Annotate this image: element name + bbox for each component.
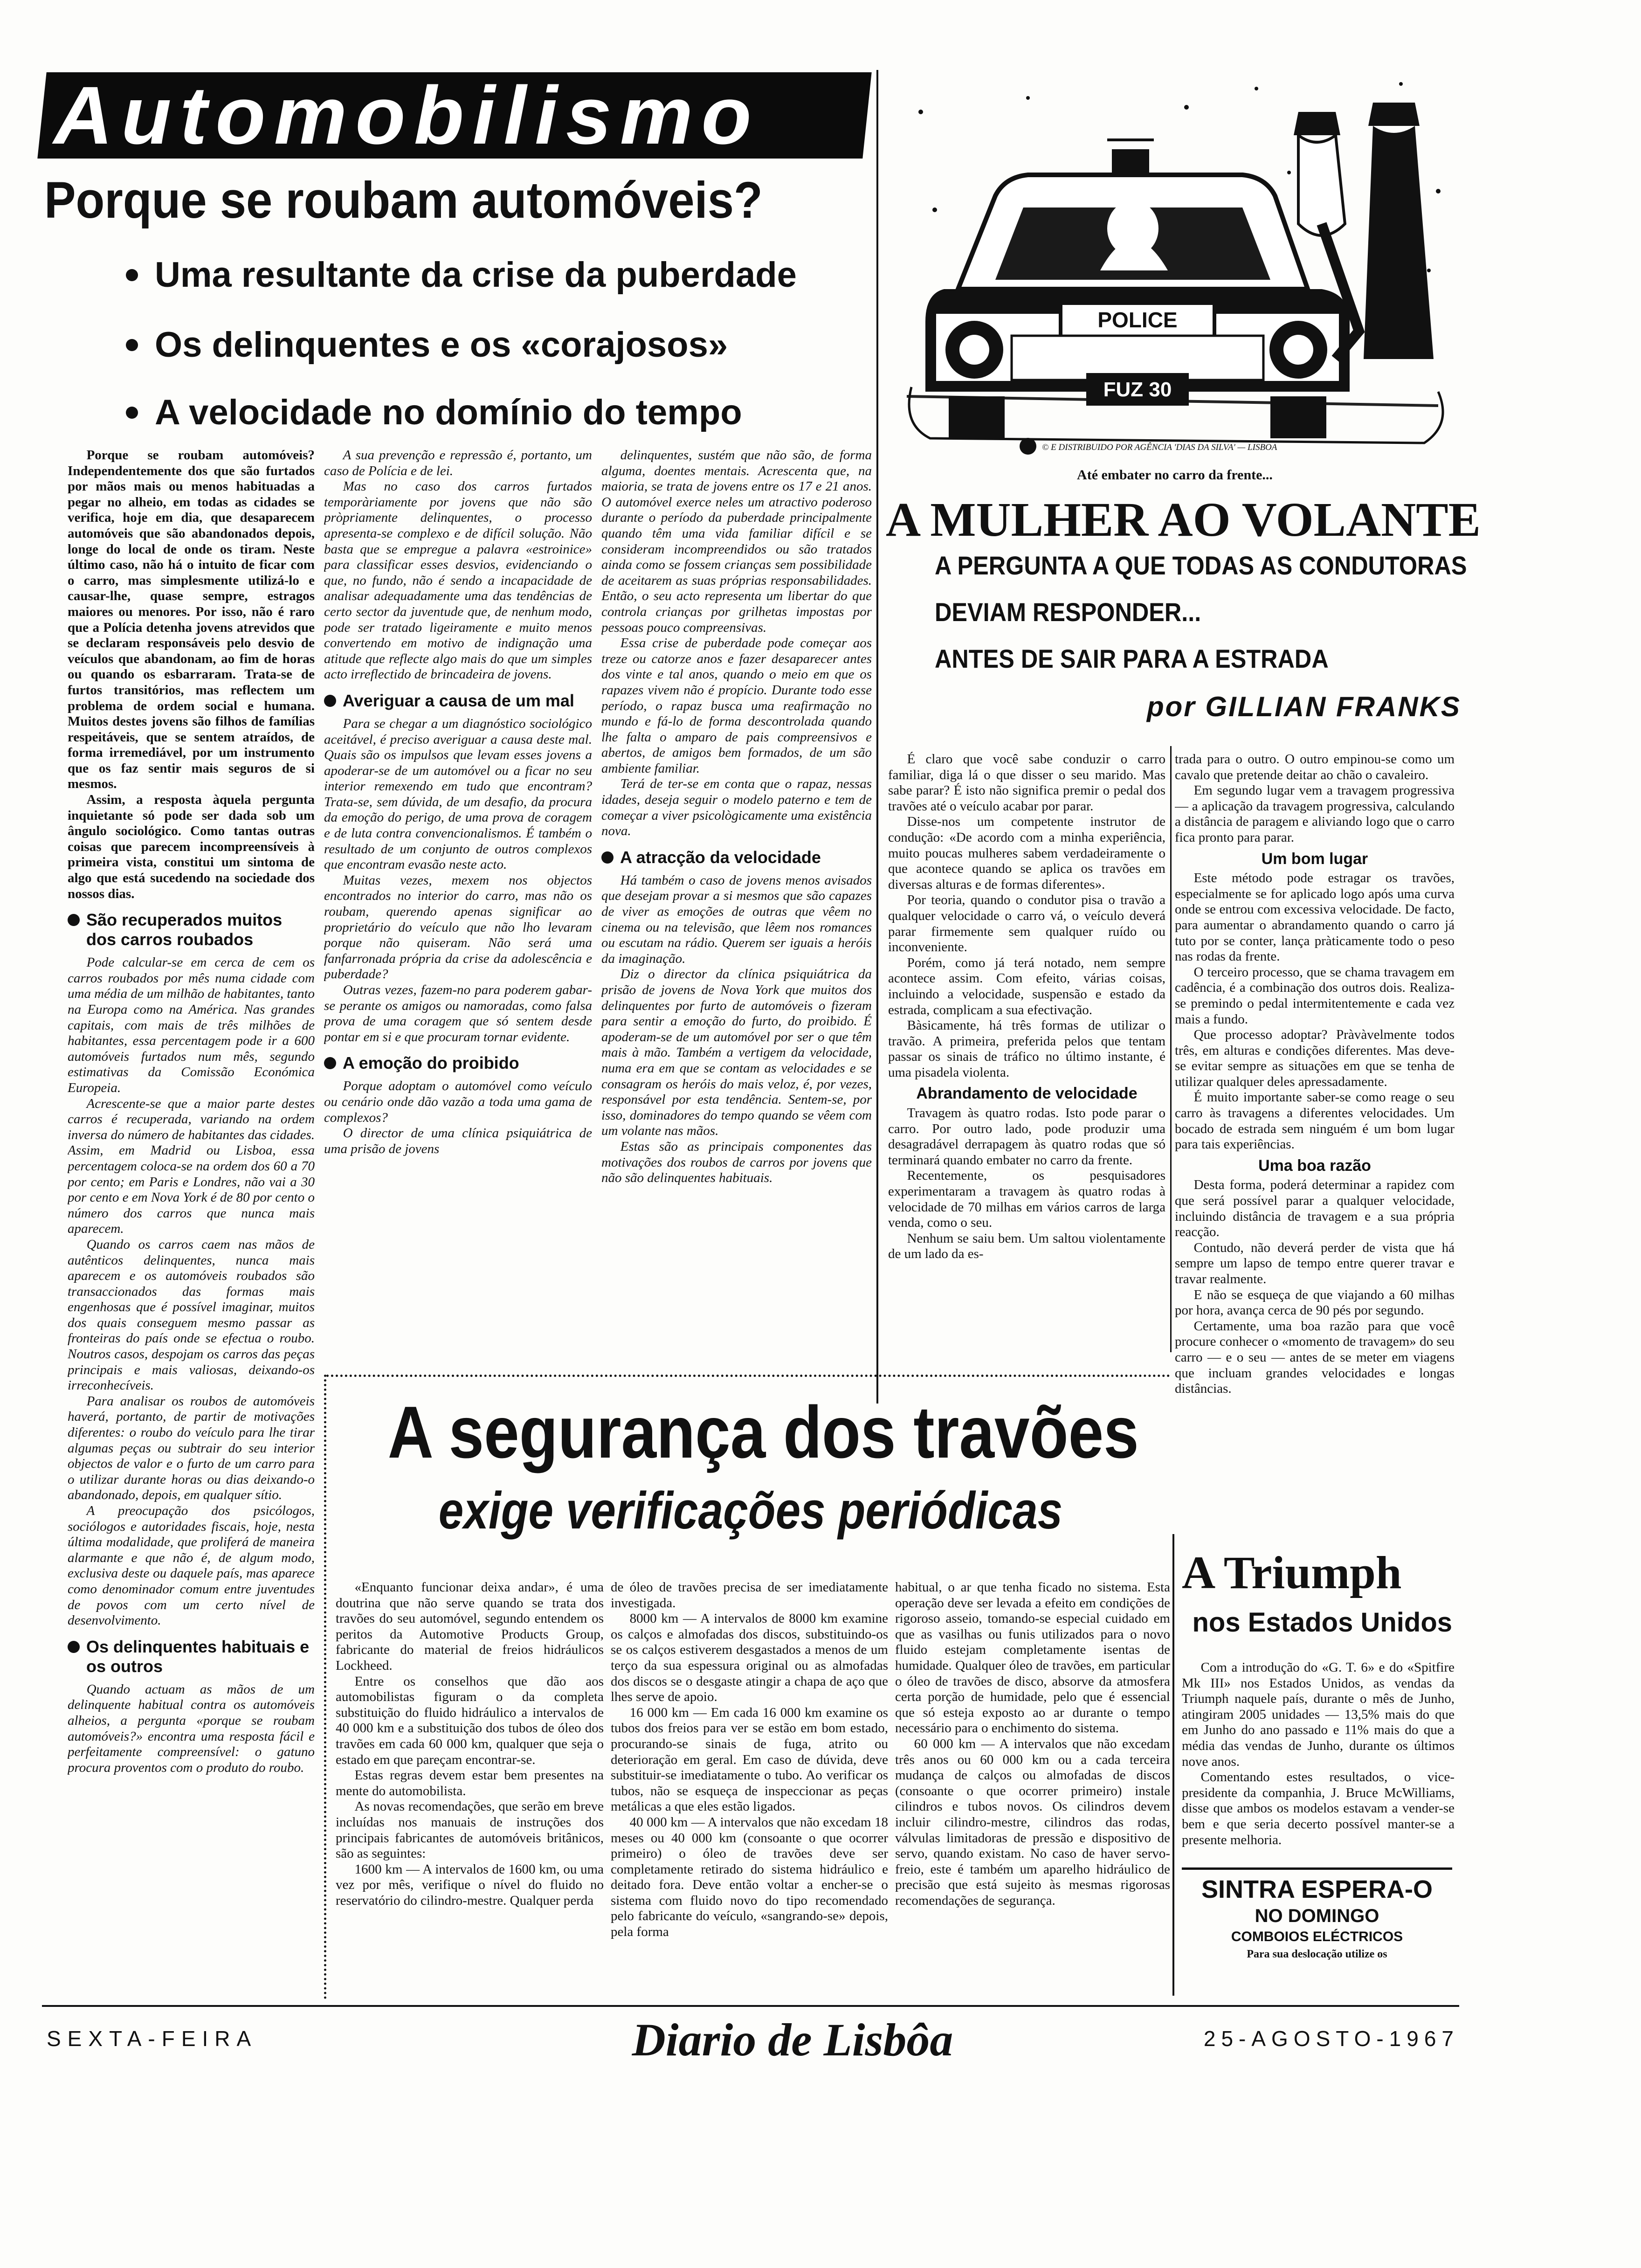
article2-column-2: trada para o outro. O outro empinou-se como um cavalo que pretende deitar ao chão o cavaleiro. Em segundo lugar vem a travagem progressiva — a aplicação da travagem progressiva, calculando a distância de paragem e aliviando logo que o carro fica pronto para parar. Um bom lugar Este método pode estragar os travões, especialmente se for aplicado logo após uma curva onde se entrou com excessiva velocidade. De facto, para aumentar o abrandamento quando o carro já tuto por se conter, lança pràticamente todo o peso nas rodas da frente. O terceiro processo, que se chama travagem em cadência, é a combinação dos outros dois. Realiza-se premindo o pedal intermitentemente e cada vez mais a fundo. Que processo adoptar? Pràvàvelmente todos três, em alturas e condições diferentes. Mas deve-se evitar sempre as situações em que se tenha de utilizar qualquer deles apressadamente. É muito importante saber-se como reage o seu carro às travagens a diferentes velocidades. Um bocado de estrada sem ninguém é um bom lugar para tais experiências. Uma boa razão Desta forma, poderá determinar a rapidez com que será possível parar a qualquer velocidade, incluindo distância de travagem e a sua própria reacção. Contudo, não deverá perder de vista que há sempre um lapso de tempo entre querer travar e travar realmente. E não se esqueça de que viajando a 60 milhas por hora, avança cerca de 90 pés por segundo. Certamente, uma boa razão para que você procure conhecer o «momento de travagem» do seu carro — e o seu — antes de se meter em viagens que incluam grandes velocidades e longas distâncias.	[1175, 752, 1455, 1397]
article1-column-3: delinquentes, sustém que não são, de forma alguma, doentes mentais. Acrescenta que, na maioria, se trata de jovens entre os 17 e 21 anos. O automóvel exerce neles um atractivo poderoso durante o período da puberdade principalmente quando têm uma vida familiar difícil e se consideram incompreendidos ou são tratados ainda como se fossem crianças sem possibilidade de aceitarem as suas próprias responsabilidades. Então, o seu acto representa um libertar do que controla crianças por grilhetas impostas por pessoas pouco compreensivas. Essa crise de puberdade pode começar aos treze ou catorze anos e fazer desaparecer antes dos vinte e tal anos, quando o meio em que os rapazes vivem não é propício. Durante todo esse período, o rapaz busca uma reafirmação no mundo e fá-lo de forma descontrolada quando lhe falta o amparo de pais compreensivos e abertos, de amigos bem formados, de um são ambiente familiar. Terá de ter-se em conta que o rapaz, nessas idades, deseja seguir o modelo paterno e tem de começar a viver psicològicamente uma existência nova. A atracção da velocidade Há também o caso de jovens menos avisados que desejam provar a si mesmos que são capazes de viver as emoções de outras que vêem no cinema ou na televisão, que lêem nos romances ou escutam na rádio. Querem ser iguais a heróis da imaginação. Diz o director da clínica psiquiátrica da prisão de jovens de Nova York que muitos dos delinquentes por furto de automóveis o fizeram para sentir a emoção do furto, do proibido. É apoderam-se de um automóvel por ser o que têm mais à mão. Também a vertigem da velocidade, numa era em que se contam as velocidades e se consagram os heróis do mais veloz, é, por vezes, responsável por esta tendência. Sentem-se, por isso, dominadores do tempo quando se vêem com um volante nas mãos. Estas são as principais componentes das motivações dos roubos de carros por jovens que não são delinquentes habituais.	[601, 448, 872, 1186]
footer-date: 25-AGOSTO-1967	[1203, 2026, 1459, 2051]
wheel-left	[949, 396, 1005, 438]
police-car-photo	[888, 70, 1462, 457]
bullet-dot	[126, 339, 138, 351]
article1-column-2: A sua prevenção e repressão é, portanto, um caso de Polícia e de lei. Mas no caso dos carros furtados temporàriamente por jovens que não são pròpriamente delinquentes, o processo apresenta-se complexo e de difícil solução. Não basta que se empregue a palavra «estroinice» para classificar esses desvios, evidenciando o que, no fundo, não é sendo a incapacidade de analisar adequadamente uma das tendências de certo sector da juventude que, de nenhum modo, pode ser tratado ligeiramente e muito menos convertendo em motivo de indignação uma atitude que reflecte algo mais do que um simples acto irreflectido de brincadeira de jovens. Averiguar a causa de um mal Para se chegar a um diagnóstico sociológico aceitável, é preciso averiguar a causa deste mal. Quais são os impulsos que levam esses jovens a apoderar-se de um automóvel ou a ficar no seu interior remexendo em tudo que encontram? Trata-se, sem dúvida, de um desafio, da procura da emoção do perigo, de uma prova de coragem e de luta contra convencionalismos. É também o resultado de um conjunto de outros complexos que encontram evasão neste acto. Muitas vezes, mexem nos objectos encontrados no interior do carro, mas não os roubam, querendo apenas significar ao proprietário do veículo que não lho levaram porque não quiseram. Não será uma fanfarronada própria da crise da adolescência e puberdade? Outras vezes, fazem-no para poderem gabar-se perante os amigos ou namoradas, como falsa prova de uma coragem que só sentem desde pontar em si e que procuram tornar evidente. A emoção do proibido Porque adoptam o automóvel como veículo ou cenário onde dão vazão a toda uma gama de complexos? O director de uma clínica psiquiátrica de uma prisão de jovens	[324, 448, 592, 1156]
section-title: Automobilismo	[54, 70, 760, 161]
article2-deck-1: A PERGUNTA A QUE TODAS AS CONDUTORAS	[935, 551, 1467, 580]
article1-bullet-2: Os delinquentes e os «corajosos»	[126, 324, 728, 366]
sintra-advertisement	[1182, 1867, 1452, 1996]
article3-subtitle: exige verificações periódicas	[438, 1481, 1063, 1540]
wheel-right	[1270, 396, 1326, 438]
subhead-recuperados: São recuperados muitos dos carros roubados	[68, 910, 315, 949]
ad-line-1: NO DOMINGO	[1255, 1906, 1379, 1926]
article2-column-1: É claro que você sabe conduzir o carro familiar, diga lá o que disser o seu marido. Mas sabe parar? É isto não significa premir o pedal dos travões até o veículo acabar por parar. Disse-nos um competente instrutor de condução: «De acordo com a minha experiência, muito poucas mulheres sabem verdadeiramente o que acontece quando se aplica os travões em diversas alturas e de formas diferentes». Por teoria, quando o condutor pisa o travão a qualquer velocidade o carro vá, o veículo deverá parar firmemente sem qualquer ruído ou inconveniente. Porém, como já terá notado, nem sempre acontece assim. Com efeito, várias coisas, incluindo a velocidade, suspensão e estado da estrada, complicam a sua efectivação. Bàsicamente, há três formas de utilizar o travão. A primeira, preferida pelos que tentam passar os sinais de tráfico no último instante, é uma pisadela violenta. Abrandamento de velocidade Travagem às quatro rodas. Isto pode parar o carro. Por outro lado, pode produzir uma desagradável derrapagem às quatro rodas que só terminará quando embater no carro da frente. Recentemente, os pesquisadores experimentaram a travagem às quatro rodas à velocidade de 70 milhas em vários carros de larga venda, como o seu. Nenhum se saiu bem. Um saltou violentamente de um lado da es-	[888, 752, 1165, 1262]
article1-headline: Porque se roubam automóveis?	[44, 172, 763, 229]
subhead-boa-razao: Uma boa razão	[1258, 1156, 1371, 1175]
bullet-dot	[126, 407, 138, 419]
masthead-logo: Diario de Lisbôa	[632, 2014, 953, 2066]
police-sign-text: POLICE	[1097, 308, 1178, 332]
subhead-abrandamento: Abrandamento de velocidade	[916, 1085, 1138, 1103]
ad-title: SINTRA ESPERA-O	[1201, 1875, 1433, 1903]
article1-bullet-1: Uma resultante da crise da puberdade	[126, 254, 797, 296]
article4-subtitle: nos Estados Unidos	[1192, 1607, 1452, 1638]
article2-byline: por GILLIAN FRANKS	[1147, 691, 1461, 722]
column-rule	[1172, 1534, 1174, 1996]
article4-headline: A Triumph	[1182, 1547, 1402, 1598]
article1-bullet-3: A velocidade no domínio do tempo	[126, 392, 742, 434]
ad-line-2: COMBOIOS ELÉCTRICOS	[1231, 1929, 1403, 1944]
article4-body: Com a introdução do «G. T. 6» e do «Spitfire Mk III» nos Estados Unidos, as vendas da Triumph naquele país, durante o mês de Junho, atingiram 2005 unidades — 13,5% mais do que em Junho do ano passado e 11% mais do que a média das vendas de Junho, durante os últimos nove anos. Comentando estes resultados, o vice-presidente da companhia, J. Bruce McWilliams, disse que ambos os modelos estavam a vender-se bem e que seria decerto possível manter-se a presente melhoria.	[1182, 1660, 1455, 1847]
ad-line-3: Para sua deslocação utilize os	[1247, 1948, 1387, 1960]
number-plate-text: FUZ 30	[1103, 378, 1172, 401]
article2-headline: A MULHER AO VOLANTE	[886, 493, 1481, 546]
copyright-icon	[1020, 438, 1036, 455]
column-rule	[876, 70, 878, 1404]
subhead-averiguar: Averiguar a causa de um mal	[324, 691, 592, 711]
article2-deck-3: ANTES DE SAIR PARA A ESTRADA	[935, 644, 1329, 673]
article2-deck-2: DEVIAM RESPONDER...	[935, 597, 1201, 627]
dotted-separator	[326, 1375, 1170, 1377]
column-rule	[1170, 746, 1172, 1352]
article3-headline: A segurança dos travões	[387, 1391, 1139, 1473]
footer-rule	[42, 2005, 1459, 2007]
subhead-delinquentes: Os delinquentes habituais e os outros	[68, 1637, 315, 1676]
article3-column-3: habitual, o ar que tenha ficado no sistema. Esta operação deve ser levada a efeito em condições de rigoroso asseio, tomando-se especial cuidado em que as vasilhas ou funis utilizados para o novo fluido estejam completamente isentas de humidade. Qualquer óleo de travões, em particular o óleo de travões de disco, absorve da atmosfera certa porção de humidade, pelo que é essencial que só esteja exposto ao ar durante o tempo necessário para o enchimento do sistema. 60 000 km — A intervalos que não excedam três anos ou 60 000 km ou a cada terceira mudança de calços ou almofadas de discos (consoante o que ocorrer primeiro) instale cilindros e tubos novos. Os cilindros devem incluir cilindro-mestre, cilindros das rodas, válvulas limitadoras de pressão e dispositivo de servo, quando existam. No caso de haver servo-freio, este é também um aparelho hidráulico de precisão que está sujeito às mesmas rigorosas recomendações de segurança.	[895, 1580, 1170, 1908]
subhead-emocao: A emoção do proibido	[324, 1053, 592, 1073]
photo-credit: © E DISTRIBUIDO POR AGÊNCIA 'DIAS DA SILVA' — LISBOA	[1042, 443, 1277, 452]
article3-column-1: «Enquanto funcionar deixa andar», é uma doutrina que não serve quando se trata dos travões do seu automóvel, segundo entendem os peritos da Automotive Products Group, fabricante do material de freios hidráulicos Lockheed. Entre os conselhos que dão aos automobilistas figuram o da completa substituição do fluido hidráulico a intervalos de 40 000 km e a substituição dos tubos de óleo dos travões em cada 60 000 km, qualquer que seja o estado em que pareçam encontrar-se. Estas regras devem estar bem presentes na mente do automobilista. As novas recomendações, que serão em breve incluídas nos manuais de instruções dos principais fabricantes de automóveis britânicos, são as seguintes: 1600 km — A intervalos de 1600 km, ou uma vez por mês, verifique o nível do fluido no reservatório do cilindro-mestre. Qualquer perda	[336, 1580, 604, 1908]
siren-light-icon	[1112, 149, 1149, 175]
photo-caption: Até embater no carro da frente...	[1077, 467, 1273, 483]
article1-column-1: Porque se roubam automóveis? Independentemente dos que são furtados por mãos mais ou menos habituadas a pegar no alheio, em todas as cidades se verifica, hoje em dia, que desaparecem automóveis que são abandonados depois, longe do local de onde os tiram. Neste último caso, não há o intuito de ficar com o carro, mas simplesmente utilizá-lo e causar-lhe, quase sempre, estragos maiores ou menores. Por isso, não é raro que a Polícia detenha jovens atrevidos que se declaram responsáveis pelo desvio de veículos que abandonam, ao fim de horas ou quando os esbarraram. Trata-se de furtos transitórios, mas reflectem um problema de ordem social e humana. Muitos destes jovens são filhos de famílias respeitáveis, que se sentem atraídos, de forma irremediável, por um instrumento que os faz sentir mais seguros de si mesmos. Assim, a resposta àquela pergunta inquietante só pode ser dada sob um ângulo sociológico. Como tantas outras coisas que parecem incompreensíveis à primeira vista, constitui um sintoma de algo que está sucedendo na sociedade dos nossos dias. São recuperados muitos dos carros roubados Pode calcular-se em cerca de cem os carros roubados por mês numa cidade com uma média de um milhão de habitantes, tanto na Europa como na América. Nas grandes capitais, com mais de três milhões de habitantes, essa percentagem pode ir a 600 automóveis furtados num mês, segundo estimativas da Comissão Económica Europeia. Acrescente-se que a maior parte destes carros é recuperada, variando na ordem inversa do número de habitantes das cidades. Assim, em Madrid ou Lisboa, essa percentagem coloca-se na ordem dos 60 a 70 por cento; em Paris e Londres, não vai a 30 por cento e em Nova York é de 80 por cento o número dos carros que nunca mais aparecem. Quando os carros caem nas mãos de autênticos delinquentes, nunca mais aparecem e os automóveis roubados são transaccionados das formas mais engenhosas que é possível imaginar, muitos dos quais conseguem mesmo passar as fronteiras do país onde se efectua o roubo. Noutros casos, despojam os carros das peças principais e mais valiosas, deixando-os irreconhecíveis. Para analisar os roubos de automóveis haverá, portanto, de partir de motivações diferentes: o roubo do veículo para lhe tirar algumas peças ou subtrair do seu interior objectos de valor e o furto de um carro para o utilizar durante horas ou dias deixando-o abandonado, depois, em qualquer sítio. A preocupação dos psicólogos, sociólogos e autoridades fiscais, hoje, nesta última modalidade, que proliferá de maneira alarmante e que não é, de algum modo, exclusiva deste ou daquele país, mas aparece como denominador comum entre juventudes de povos com um certo nível de desenvolvimento. Os delinquentes habituais e os outros Quando actuam as mãos de um delinquente habitual contra os automóveis alheios, a pergunta «porque se roubam automóveis?» encontra uma resposta fácil e perfeitamente compreensível: o gatuno procura proventos com o produto do roubo.	[68, 448, 315, 1775]
article3-column-2: de óleo de travões precisa de ser imediatamente investigada. 8000 km — A intervalos de 8000 km examine os calços e almofadas dos discos, substituindo-os se os calços estiverem desgastados a menos de um terço da sua espessura original ou as almofadas dos discos se o desgaste atingir a chapa de aço que lhes serve de apoio. 16 000 km — Em cada 16 000 km examine os tubos dos freios para ver se estão em bom estado, procurando-se sinais de fuga, atrito ou deterioração em geral. Em caso de dúvida, deve substituir-se imediatamente o tubo. Ao verificar os tubos, não se esqueça de inspeccionar as peças metálicas a que eles estão ligados. 40 000 km — A intervalos que não excedam 18 meses ou 40 000 km (consoante o que ocorrer primeiro) o óleo de travões deve ser completamente retirado do sistema hidráulico e deitado fora. Deve então voltar a encher-se o sistema com fluido novo do tipo recomendado pelo fabricante do veículo, «sangrando-se» depois, pela forma	[611, 1580, 888, 1940]
subhead-bom-lugar: Um bom lugar	[1261, 850, 1368, 868]
footer-day: SEXTA-FEIRA	[47, 2026, 258, 2051]
dotted-separator-vertical	[324, 1375, 326, 1999]
bullet-dot	[126, 269, 138, 281]
subhead-atraccao: A atracção da velocidade	[601, 848, 872, 867]
